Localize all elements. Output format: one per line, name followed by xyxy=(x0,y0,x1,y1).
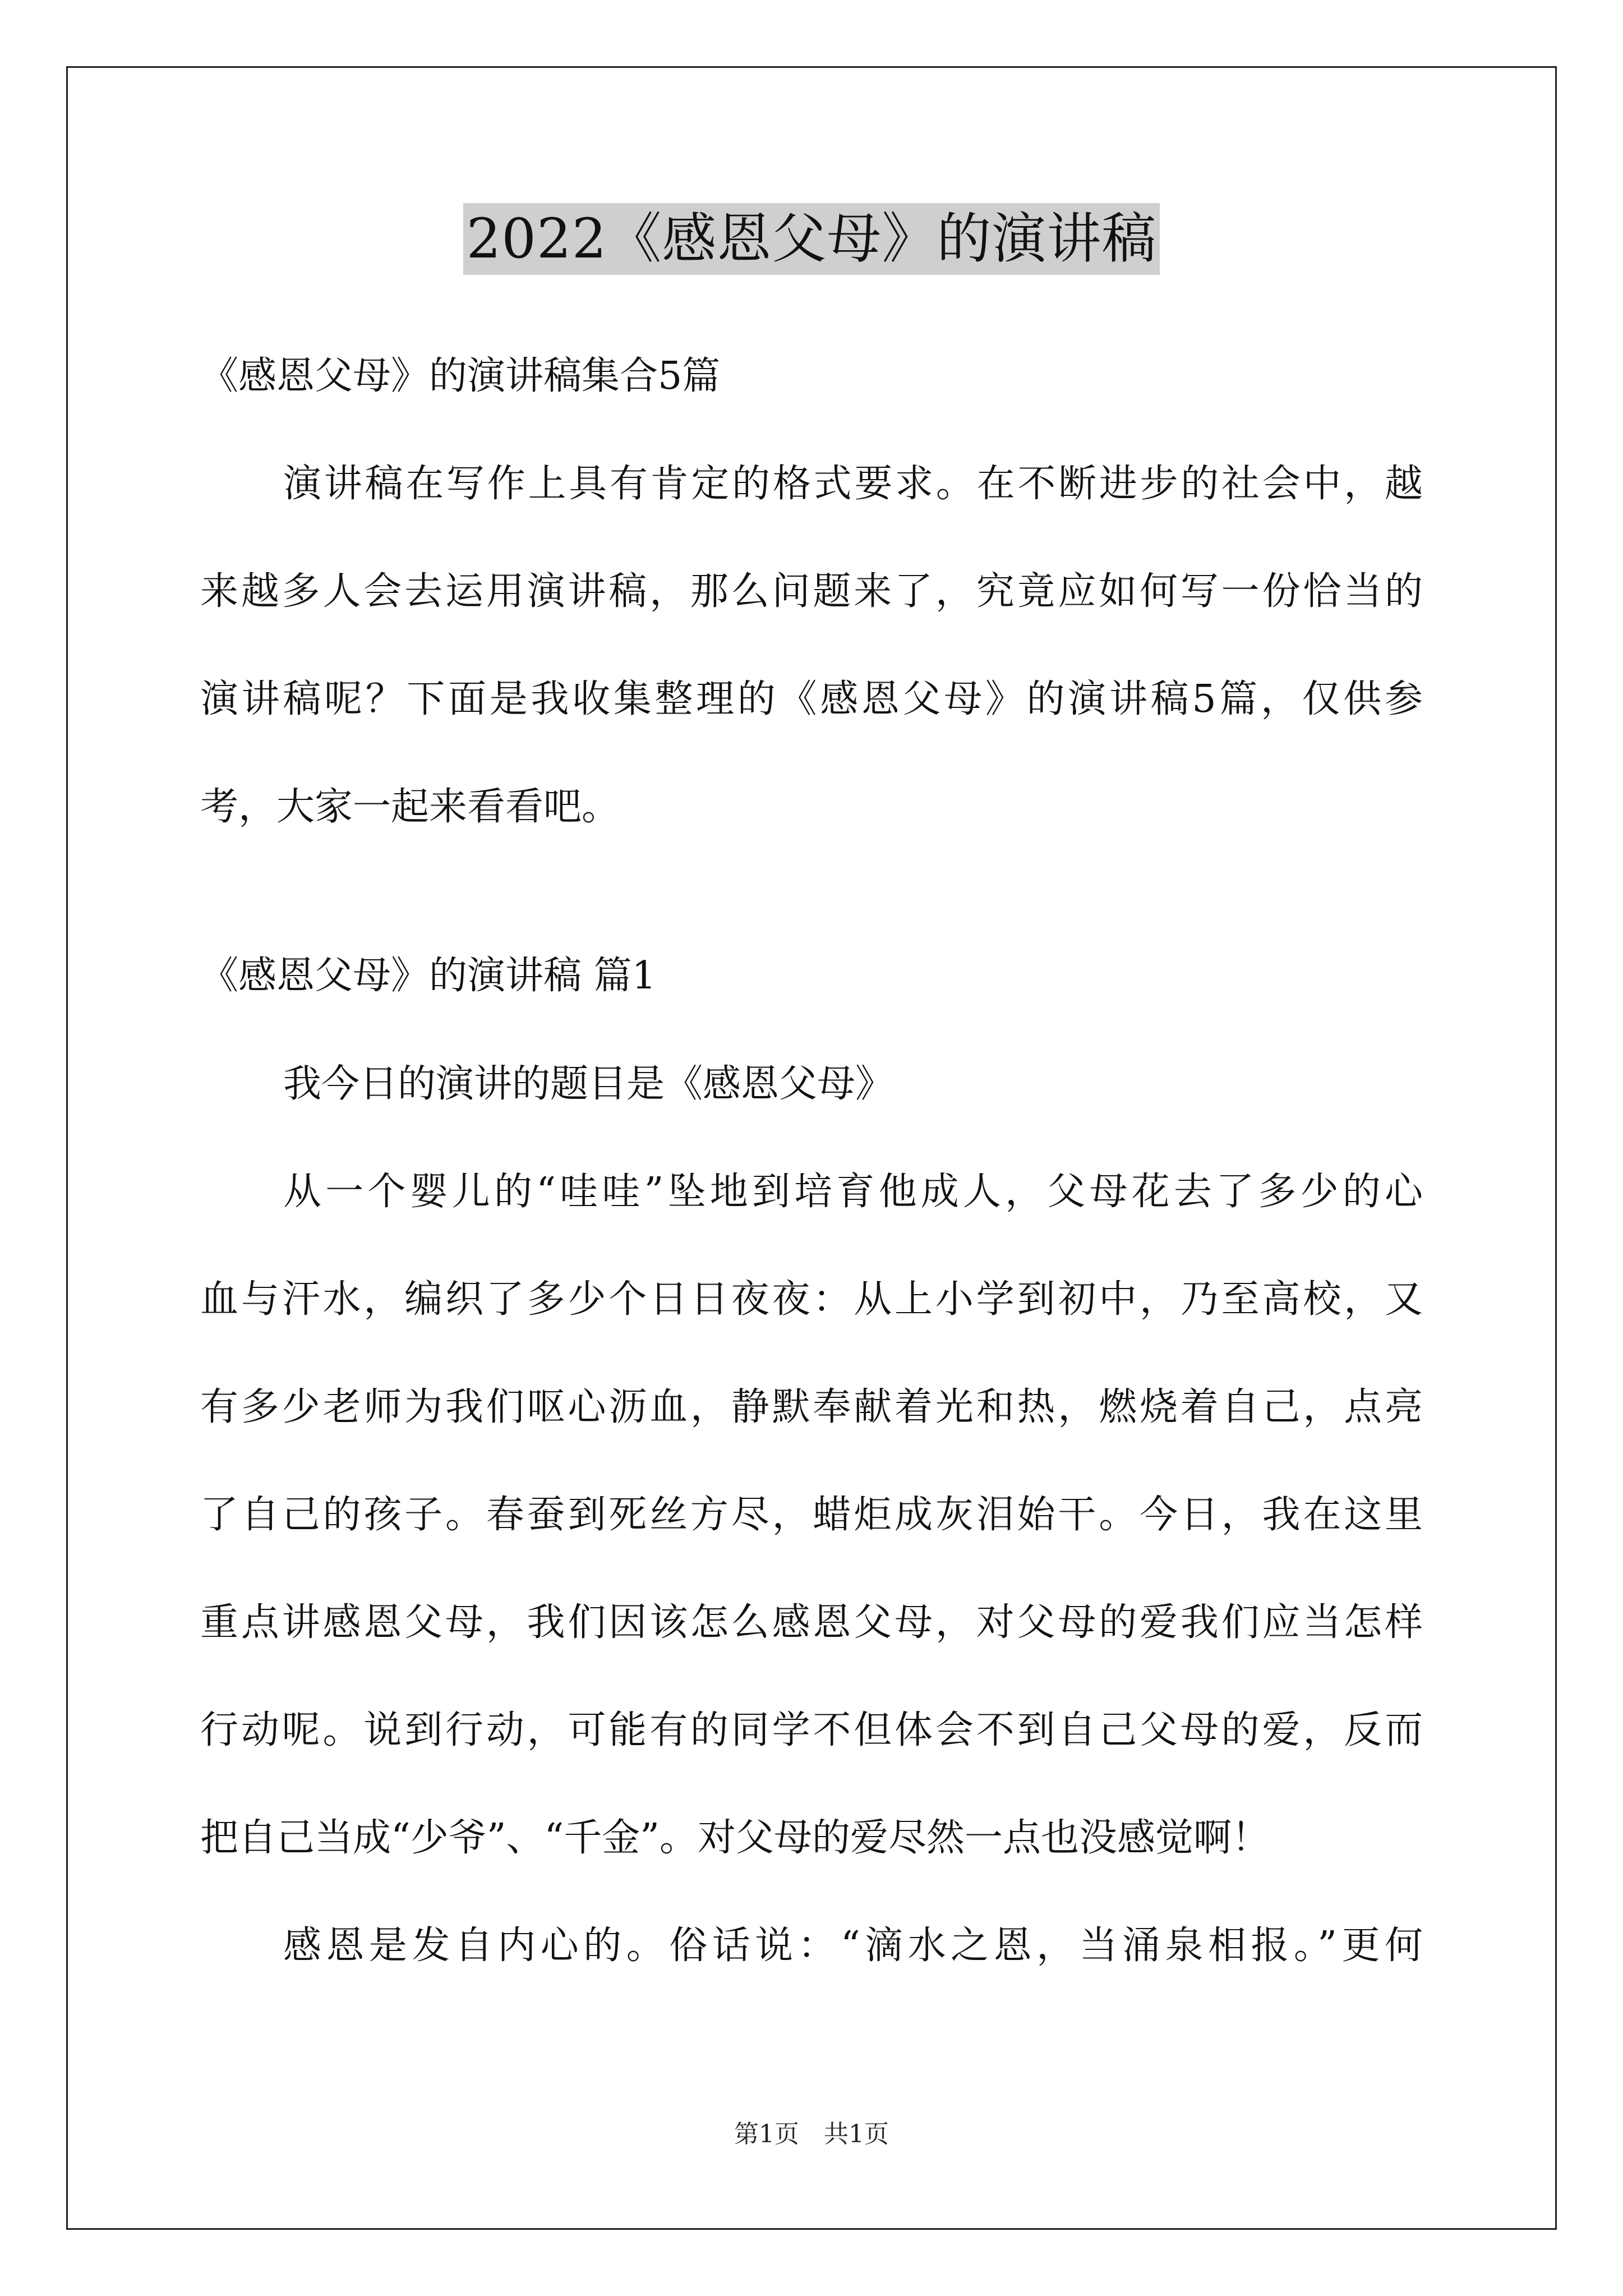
document-title: 2022《感恩父母》的演讲稿 xyxy=(463,203,1160,275)
paragraph-line: 血与汗水，编织了多少个日日夜夜：从上小学到初中，乃至高校，又 xyxy=(200,1277,1423,1322)
intro-line: 考，大家一起来看看吧。 xyxy=(200,785,620,829)
document-subtitle: 《感恩父母》的演讲稿集合5篇 xyxy=(200,354,721,398)
page-footer: 第1页 共1页 xyxy=(734,2120,889,2148)
paragraph-line: 有多少老师为我们呕心沥血，静默奉献着光和热，燃烧着自己，点亮 xyxy=(200,1385,1423,1429)
paragraph-line: 我今日的演讲的题目是《感恩父母》 xyxy=(283,1062,894,1106)
paragraph-line: 感恩是发自内心的。俗话说：“滴水之恩，当涌泉相报。”更何 xyxy=(283,1924,1423,1968)
paragraph-line: 了自己的孩子。春蚕到死丝方尽，蜡炬成灰泪始干。今日，我在这里 xyxy=(200,1493,1423,1537)
intro-line: 演讲稿呢？下面是我收集整理的《感恩父母》的演讲稿5篇，仅供参 xyxy=(200,677,1423,721)
paragraph-line: 重点讲感恩父母，我们因该怎么感恩父母，对父母的爱我们应当怎样 xyxy=(200,1600,1423,1645)
paragraph-line: 行动呢。说到行动，可能有的同学不但体会不到自己父母的爱，反而 xyxy=(200,1708,1423,1752)
intro-line: 演讲稿在写作上具有肯定的格式要求。在不断进步的社会中，越 xyxy=(283,462,1423,506)
title-container xyxy=(0,203,1623,275)
paragraph-line: 从一个婴儿的“哇哇”坠地到培育他成人，父母花去了多少的心 xyxy=(283,1170,1423,1214)
section-heading: 《感恩父母》的演讲稿 篇1 xyxy=(200,954,656,998)
paragraph-line: 把自己当成“少爷”、“千金”。对父母的爱尽然一点也没感觉啊！ xyxy=(200,1816,1270,1860)
intro-line: 来越多人会去运用演讲稿，那么问题来了，究竟应如何写一份恰当的 xyxy=(200,569,1423,614)
